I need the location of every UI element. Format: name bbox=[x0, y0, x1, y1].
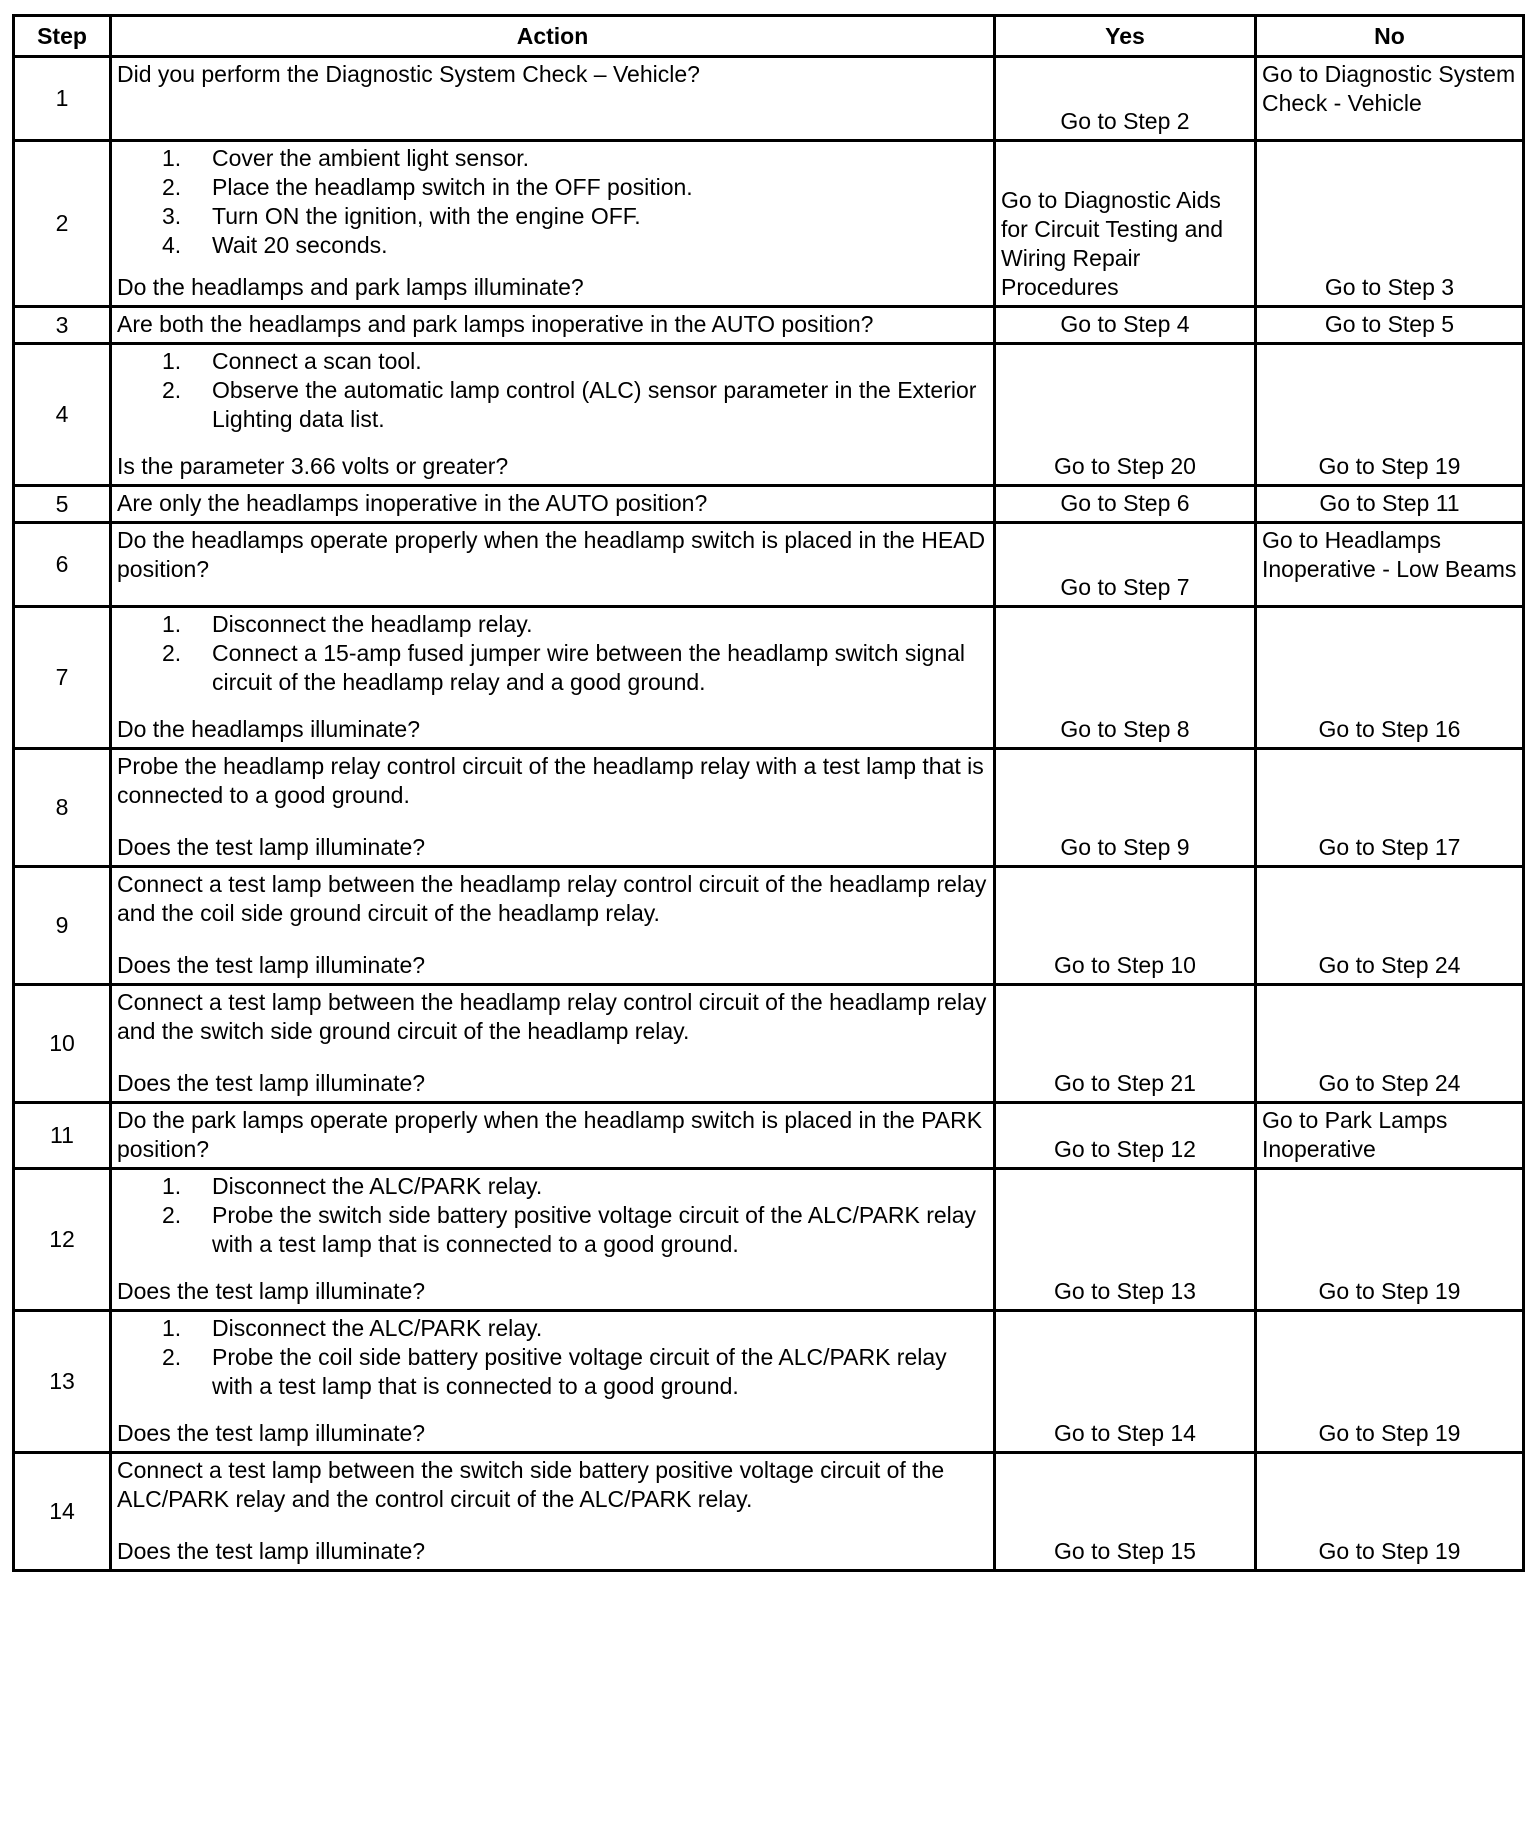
step-number: 10 bbox=[14, 985, 111, 1103]
yes-result: Go to Step 4 bbox=[995, 307, 1256, 344]
header-no: No bbox=[1256, 16, 1524, 57]
table-row bbox=[14, 607, 1524, 749]
list-item bbox=[117, 231, 988, 260]
action-question: Does the test lamp illuminate? bbox=[117, 1538, 426, 1564]
action-question: Does the test lamp illuminate? bbox=[117, 1070, 426, 1096]
action-cell bbox=[111, 1311, 995, 1453]
table-row bbox=[14, 1169, 1524, 1311]
table-row bbox=[14, 523, 1524, 607]
yes-result: Go to Step 20 bbox=[995, 344, 1256, 486]
table-row bbox=[14, 141, 1524, 307]
action-text: Are only the headlamps inoperative in the AUTO position? bbox=[117, 490, 708, 516]
action-cell bbox=[111, 57, 995, 141]
no-result: Go to Step 17 bbox=[1256, 749, 1524, 867]
list-item-text: Cover the ambient light sensor. bbox=[212, 145, 530, 171]
step-number: 7 bbox=[14, 607, 111, 749]
no-result: Go to Step 3 bbox=[1256, 141, 1524, 307]
action-cell bbox=[111, 307, 995, 344]
list-item-number: 1. bbox=[162, 1315, 182, 1341]
step-number: 6 bbox=[14, 523, 111, 607]
action-question: Does the test lamp illuminate? bbox=[117, 1420, 426, 1446]
action-question: Is the parameter 3.66 volts or greater? bbox=[117, 453, 509, 479]
action-question: Does the test lamp illuminate? bbox=[117, 834, 426, 860]
step-number: 4 bbox=[14, 344, 111, 486]
table-row bbox=[14, 985, 1524, 1103]
yes-result: Go to Step 8 bbox=[995, 607, 1256, 749]
list-item-number: 3. bbox=[162, 203, 182, 229]
list-item-number: 1. bbox=[162, 145, 182, 171]
list-item bbox=[117, 1201, 988, 1259]
no-result: Go to Headlamps Inoperative - Low Beams bbox=[1256, 523, 1524, 607]
step-number: 12 bbox=[14, 1169, 111, 1311]
step-number: 11 bbox=[14, 1103, 111, 1169]
list-item-number: 1. bbox=[162, 1173, 182, 1199]
list-item-text: Place the headlamp switch in the OFF position. bbox=[212, 174, 693, 200]
yes-result: Go to Diagnostic Aids for Circuit Testing and Wiring Repair Procedures bbox=[995, 141, 1256, 307]
action-question: Do the headlamps and park lamps illuminate? bbox=[117, 274, 584, 300]
yes-result: Go to Step 9 bbox=[995, 749, 1256, 867]
action-text: Probe the headlamp relay control circuit of the headlamp relay with a test lamp that is connected to a good ground. bbox=[117, 753, 984, 808]
list-item bbox=[117, 610, 988, 639]
list-item bbox=[117, 1343, 988, 1401]
action-steps-list bbox=[117, 144, 988, 260]
table-body bbox=[14, 57, 1524, 1571]
list-item bbox=[117, 376, 988, 434]
table-row bbox=[14, 867, 1524, 985]
no-result: Go to Step 11 bbox=[1256, 486, 1524, 523]
action-text: Connect a test lamp between the headlamp relay control circuit of the headlamp relay and the coil side ground circuit of the headlamp relay. bbox=[117, 871, 987, 926]
list-item-text: Disconnect the ALC/PARK relay. bbox=[212, 1173, 543, 1199]
action-cell bbox=[111, 749, 995, 867]
no-result: Go to Step 19 bbox=[1256, 344, 1524, 486]
header-yes: Yes bbox=[995, 16, 1256, 57]
action-steps-list bbox=[117, 610, 988, 697]
action-cell bbox=[111, 523, 995, 607]
yes-result: Go to Step 14 bbox=[995, 1311, 1256, 1453]
table-row bbox=[14, 1103, 1524, 1169]
action-text: Connect a test lamp between the headlamp relay control circuit of the headlamp relay and the switch side ground circuit of the headlamp relay. bbox=[117, 989, 987, 1044]
list-item-text: Connect a 15-amp fused jumper wire between the headlamp switch signal circuit of the headlamp relay and a good ground. bbox=[212, 640, 966, 695]
header-step: Step bbox=[14, 16, 111, 57]
action-cell bbox=[111, 985, 995, 1103]
list-item bbox=[117, 173, 988, 202]
no-result: Go to Step 19 bbox=[1256, 1453, 1524, 1571]
yes-result: Go to Step 6 bbox=[995, 486, 1256, 523]
step-number: 9 bbox=[14, 867, 111, 985]
action-steps-list bbox=[117, 347, 988, 434]
list-item-number: 1. bbox=[162, 348, 182, 374]
no-result: Go to Step 24 bbox=[1256, 867, 1524, 985]
action-cell bbox=[111, 141, 995, 307]
header-row bbox=[14, 16, 1524, 57]
step-number: 3 bbox=[14, 307, 111, 344]
action-question: Does the test lamp illuminate? bbox=[117, 1278, 426, 1304]
list-item-number: 4. bbox=[162, 232, 182, 258]
step-number: 14 bbox=[14, 1453, 111, 1571]
diagnostic-table-container bbox=[12, 14, 1522, 1827]
list-item-number: 2. bbox=[162, 1202, 182, 1228]
step-number: 13 bbox=[14, 1311, 111, 1453]
action-text: Are both the headlamps and park lamps inoperative in the AUTO position? bbox=[117, 311, 874, 337]
list-item bbox=[117, 639, 988, 697]
list-item-number: 1. bbox=[162, 611, 182, 637]
action-cell bbox=[111, 867, 995, 985]
list-item-text: Wait 20 seconds. bbox=[212, 232, 388, 258]
table-row bbox=[14, 749, 1524, 867]
action-question: Does the test lamp illuminate? bbox=[117, 952, 426, 978]
table-row bbox=[14, 57, 1524, 141]
list-item bbox=[117, 347, 988, 376]
action-text: Connect a test lamp between the switch side battery positive voltage circuit of the ALC/PARK relay and the control circuit of the ALC/PARK relay. bbox=[117, 1457, 945, 1512]
no-result: Go to Diagnostic System Check - Vehicle bbox=[1256, 57, 1524, 141]
list-item-number: 2. bbox=[162, 640, 182, 666]
list-item-text: Disconnect the headlamp relay. bbox=[212, 611, 533, 637]
table-row bbox=[14, 307, 1524, 344]
step-number: 8 bbox=[14, 749, 111, 867]
table-row bbox=[14, 344, 1524, 486]
action-cell bbox=[111, 607, 995, 749]
list-item bbox=[117, 1314, 988, 1343]
action-text: Did you perform the Diagnostic System Check – Vehicle? bbox=[117, 61, 700, 87]
table-row bbox=[14, 1453, 1524, 1571]
step-number: 1 bbox=[14, 57, 111, 141]
yes-result: Go to Step 10 bbox=[995, 867, 1256, 985]
diagnostic-table bbox=[12, 14, 1525, 1572]
list-item-number: 2. bbox=[162, 377, 182, 403]
action-cell bbox=[111, 1169, 995, 1311]
no-result: Go to Step 16 bbox=[1256, 607, 1524, 749]
list-item-number: 2. bbox=[162, 1344, 182, 1370]
list-item-number: 2. bbox=[162, 174, 182, 200]
action-cell bbox=[111, 486, 995, 523]
no-result: Go to Park Lamps Inoperative bbox=[1256, 1103, 1524, 1169]
list-item bbox=[117, 1172, 988, 1201]
action-question: Do the headlamps illuminate? bbox=[117, 716, 421, 742]
action-text: Do the park lamps operate properly when the headlamp switch is placed in the PARK position? bbox=[117, 1107, 983, 1162]
yes-result: Go to Step 7 bbox=[995, 523, 1256, 607]
yes-result: Go to Step 2 bbox=[995, 57, 1256, 141]
list-item-text: Probe the coil side battery positive voltage circuit of the ALC/PARK relay with a test lamp that is connected to a good ground. bbox=[212, 1344, 947, 1399]
list-item bbox=[117, 202, 988, 231]
list-item-text: Observe the automatic lamp control (ALC) sensor parameter in the Exterior Lighting data list. bbox=[212, 377, 977, 432]
no-result: Go to Step 19 bbox=[1256, 1169, 1524, 1311]
action-steps-list bbox=[117, 1314, 988, 1401]
list-item-text: Probe the switch side battery positive voltage circuit of the ALC/PARK relay with a test lamp that is connected to a good ground. bbox=[212, 1202, 977, 1257]
no-result: Go to Step 24 bbox=[1256, 985, 1524, 1103]
action-cell bbox=[111, 344, 995, 486]
no-result: Go to Step 19 bbox=[1256, 1311, 1524, 1453]
no-result: Go to Step 5 bbox=[1256, 307, 1524, 344]
table-row bbox=[14, 1311, 1524, 1453]
list-item-text: Connect a scan tool. bbox=[212, 348, 422, 374]
action-steps-list bbox=[117, 1172, 988, 1259]
action-text: Do the headlamps operate properly when the headlamp switch is placed in the HEAD position? bbox=[117, 527, 986, 582]
yes-result: Go to Step 15 bbox=[995, 1453, 1256, 1571]
list-item-text: Turn ON the ignition, with the engine OFF. bbox=[212, 203, 641, 229]
yes-result: Go to Step 21 bbox=[995, 985, 1256, 1103]
table-row bbox=[14, 486, 1524, 523]
yes-result: Go to Step 13 bbox=[995, 1169, 1256, 1311]
yes-result: Go to Step 12 bbox=[995, 1103, 1256, 1169]
list-item-text: Disconnect the ALC/PARK relay. bbox=[212, 1315, 543, 1341]
action-cell bbox=[111, 1103, 995, 1169]
step-number: 5 bbox=[14, 486, 111, 523]
step-number: 2 bbox=[14, 141, 111, 307]
list-item bbox=[117, 144, 988, 173]
action-cell bbox=[111, 1453, 995, 1571]
header-action: Action bbox=[111, 16, 995, 57]
